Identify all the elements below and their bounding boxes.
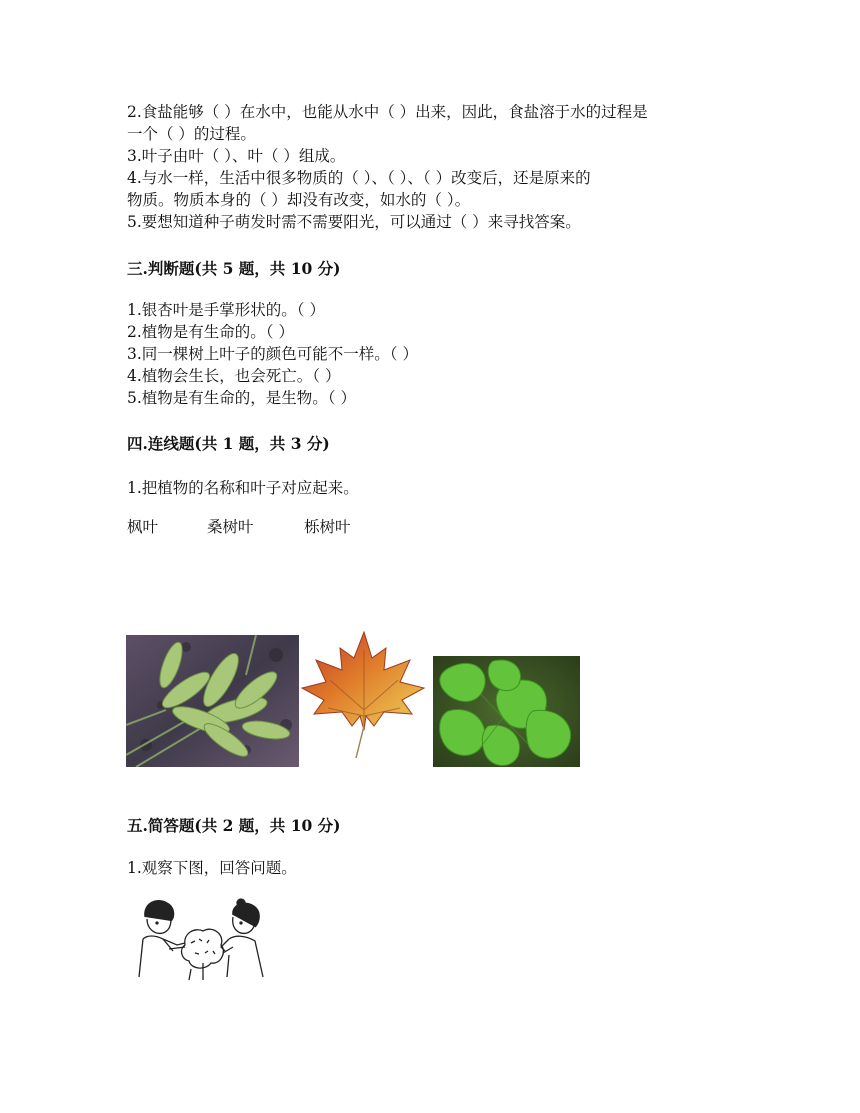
fill-question-2-line-1: 2.食盐能够（ ）在水中，也能从水中（ ）出来，因此，食盐溶于水的过程是	[127, 103, 648, 121]
mulberry-leaves-photo	[433, 656, 580, 767]
plant-name-maple: 枫叶	[127, 518, 159, 536]
fill-question-5: 5.要想知道种子萌发时需不需要阳光，可以通过（ ）来寻找答案。	[127, 213, 581, 231]
plant-name-oak: 栎树叶	[304, 518, 351, 536]
judge-item-4: 4.植物会生长，也会死亡。（ ）	[127, 367, 341, 385]
section-5-heading: 五.简答题(共 2 题，共 10 分)	[127, 816, 341, 835]
fill-question-3: 3.叶子由叶（ ）、叶（ ）组成。	[127, 147, 346, 165]
children-observing-illustration	[133, 895, 275, 980]
oak-leaves-photo	[126, 635, 299, 767]
section-3-heading: 三.判断题(共 5 题，共 10 分)	[127, 259, 341, 278]
judge-item-1: 1.银杏叶是手掌形状的。（ ）	[127, 301, 325, 319]
judge-item-2: 2.植物是有生命的。（ ）	[127, 323, 294, 341]
fill-question-4-line-2: 物质。物质本身的（ ）却没有改变，如水的（ ）。	[127, 191, 471, 209]
judge-item-5: 5.植物是有生命的，是生物。（ ）	[127, 389, 356, 407]
matching-question: 1.把植物的名称和叶子对应起来。	[127, 479, 359, 497]
fill-question-2-line-2: 一个（ ）的过程。	[127, 125, 256, 143]
fill-question-4-line-1: 4.与水一样，生活中很多物质的（ ）、（ ）、（ ）改变后，还是原来的	[127, 169, 591, 187]
judge-item-3: 3.同一棵树上叶子的颜色可能不一样。（ ）	[127, 345, 418, 363]
section-4-heading: 四.连线题(共 1 题，共 3 分)	[127, 434, 330, 453]
maple-leaf-photo	[300, 630, 428, 767]
short-answer-question: 1.观察下图，回答问题。	[127, 859, 297, 877]
plant-name-mulberry: 桑树叶	[207, 518, 254, 536]
